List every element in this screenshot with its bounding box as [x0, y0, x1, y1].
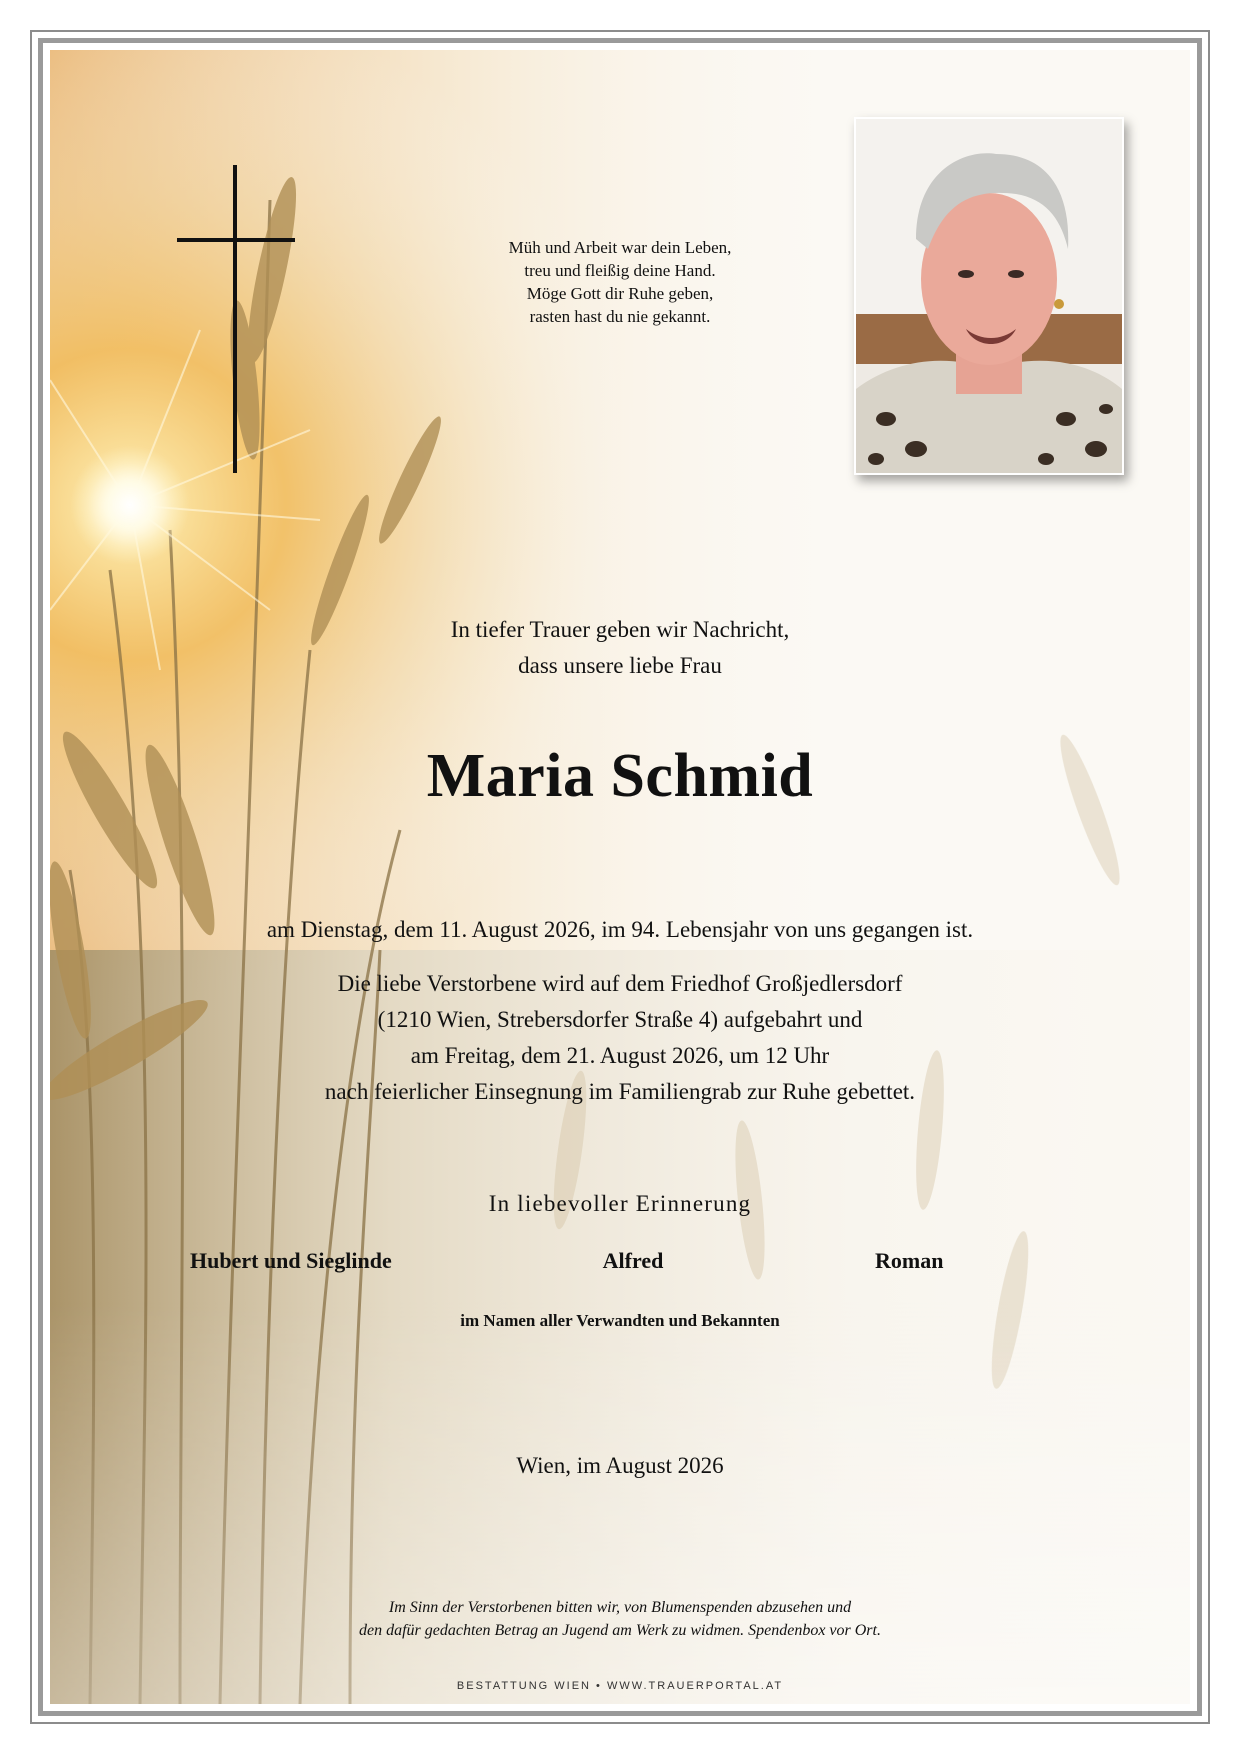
relatives-line: im Namen aller Verwandten und Bekannten [460, 1311, 780, 1330]
mourner-name: Roman [875, 1248, 944, 1273]
mourner-name: Hubert und Sieglinde [190, 1248, 392, 1273]
burial-line: am Freitag, dem 21. August 2026, um 12 Uhr [410, 1043, 830, 1068]
poem-line: Müh und Arbeit war dein Leben, [508, 238, 732, 257]
burial-line: Die liebe Verstorbene wird auf dem Friedhof Großjedlersdorf [337, 971, 903, 996]
cross-icon-bar [177, 238, 295, 242]
burial-info [50, 966, 1190, 1110]
place-date: Wien, im August 2026 [516, 1453, 724, 1478]
mourner-name: Alfred [602, 1248, 664, 1273]
cross-icon [233, 165, 237, 473]
death-date-line: am Dienstag, dem 11. August 2026, im 94. Lebensjahr von uns gegangen ist. [266, 917, 974, 942]
portrait-photo [854, 117, 1124, 475]
remembrance-heading: In liebevoller Erinnerung [488, 1191, 752, 1216]
poem-line: Möge Gott dir Ruhe geben, [526, 284, 714, 303]
poem [390, 236, 850, 328]
donation-note [50, 1596, 1190, 1642]
intro-text [50, 612, 1190, 684]
poem-line: rasten hast du nie gekannt. [529, 307, 711, 326]
intro-line: In tiefer Trauer geben wir Nachricht, [450, 617, 790, 642]
burial-line: (1210 Wien, Strebersdorfer Straße 4) aufgebahrt und [377, 1007, 863, 1032]
obituary-sheet [50, 50, 1190, 1704]
donation-line: den dafür gedachten Betrag an Jugend am Werk zu widmen. Spendenbox vor Ort. [359, 1622, 881, 1639]
donation-line: Im Sinn der Verstorbenen bitten wir, von Blumenspenden abzusehen und [388, 1599, 852, 1616]
burial-line: nach feierlicher Einsegnung im Familiengrab zur Ruhe gebettet. [324, 1079, 916, 1104]
poem-line: treu und fleißig deine Hand. [524, 261, 716, 280]
intro-line: dass unsere liebe Frau [518, 653, 722, 678]
deceased-name: Maria Schmid [426, 742, 814, 810]
footer-credit: BESTATTUNG WIEN • WWW.TRAUERPORTAL.AT [456, 1680, 784, 1692]
